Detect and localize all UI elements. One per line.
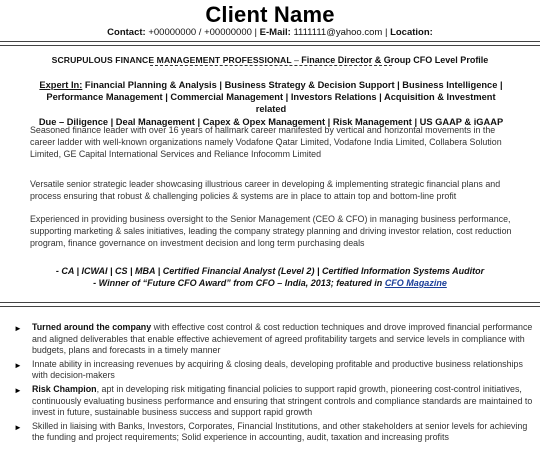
credentials-line: - CA | ICWAI | CS | MBA | Certified Financial Analyst (Level 2) | Certified Information Systems Auditor — [55, 266, 485, 276]
contact-phone: +00000000 / +00000000 — [148, 27, 252, 38]
contact-line — [0, 27, 540, 38]
summary-paragraph: Seasoned finance leader with over 16 years of hallmark career manifested by vertical and horizontal movements in the career ladder with well-known organizations namely Vodafone Qatar Limited, Vodafone India Limited, Collabera Solution Limited, GE Capital International Services and Reliance Infocomm Limited — [30, 125, 502, 160]
credentials-block — [0, 265, 540, 289]
expertise-block — [30, 79, 512, 128]
contact-divider: | — [384, 27, 388, 38]
cfo-magazine-link[interactable]: CFO Magazine — [384, 278, 447, 288]
award-line — [0, 277, 540, 289]
email-label: E-Mail: — [259, 27, 291, 38]
award-text: - Winner of “Future CFO Award” from CFO – India, 2013; featured in — [93, 278, 383, 288]
list-item — [14, 359, 534, 382]
highlight-lead: Risk Champion — [32, 383, 97, 394]
expertise-line — [30, 79, 512, 91]
highlight-text: Skilled in liaising with Banks, Investors, Corporates, Financial Institutions, and other stakeholders at senior levels for achieving the funding and project requirements; Solid experience in accounting, audit, taxation and increasing profits — [32, 420, 528, 443]
list-item — [14, 421, 534, 444]
highlights-list — [14, 322, 534, 446]
list-item — [14, 322, 534, 357]
highlight-lead: Turned around the company — [32, 322, 152, 332]
target-role: Finance Director & Group CFO Level Profile — [301, 55, 489, 65]
profile-dash-divider — [150, 65, 392, 66]
highlight-text: Innate ability in increasing revenues by acquiring & closing deals, developing profitable and productive business relationships with decision-makers — [32, 358, 523, 381]
summary-paragraph: Versatile senior strategic leader showcasing illustrious career in developing & implementing strategic financial plans and process ensuring that robust & challenging policies & systems are in place to attain top and bottom-line profit — [30, 179, 501, 202]
section-rule-bottom — [0, 306, 540, 307]
contact-divider: | — [254, 27, 258, 38]
profile-headline — [0, 55, 540, 65]
header-rule-bottom — [0, 45, 540, 46]
arrow-bullet-icon: ► — [14, 385, 22, 395]
location-label: Location: — [390, 27, 433, 38]
profile-separator: – — [294, 55, 299, 65]
expertise-items: Financial Planning & Analysis | Business Strategy & Decision Support | Business Intelligence | — [84, 80, 503, 90]
contact-label: Contact: — [107, 27, 146, 38]
expertise-line: Due – Diligence | Deal Management | Capex & Opex Management | Risk Management | US GAAP & iGAAP — [38, 116, 504, 127]
profile-title: SCRUPULOUS FINANCE MANAGEMENT PROFESSIONAL — [51, 55, 292, 65]
arrow-bullet-icon: ► — [14, 324, 22, 333]
section-rule-top — [0, 302, 540, 303]
highlight-text: with effective cost control & cost reduction techniques and drove improved financial performance and aligned deliverables that enable effective achievement of agreed profitability targets and service levels in compliance with budgets, plans and forecasts in a timely manner — [32, 322, 533, 356]
list-item — [14, 384, 534, 419]
client-name-heading: Client Name — [205, 2, 335, 27]
arrow-bullet-icon: ► — [14, 422, 22, 432]
expertise-line: Performance Management | Commercial Management | Investors Relations | Acquisition & Investment related — [46, 92, 496, 115]
summary-paragraph: Experienced in providing business oversight to the Senior Management (CEO & CFO) in managing business performance, supporting marketing & sales initiatives, leading the company strategy planning and driving investor relation, cost reduction program, finance governance on investment decision and long term purchasing deals — [30, 214, 512, 249]
expertise-label: Expert In: — [39, 80, 83, 90]
email-address: 1111111@yahoo.com — [293, 27, 383, 38]
header-rule-top — [0, 41, 540, 42]
arrow-bullet-icon: ► — [14, 360, 22, 370]
highlight-text: , apt in developing risk mitigating financial policies to support rapid growth, pioneering cost-control initiatives, continuously evaluating business performance and ensuring that stringent controls and compliance standards are maintained to invest in future, sustainable business success and support rapid growth — [32, 383, 533, 418]
